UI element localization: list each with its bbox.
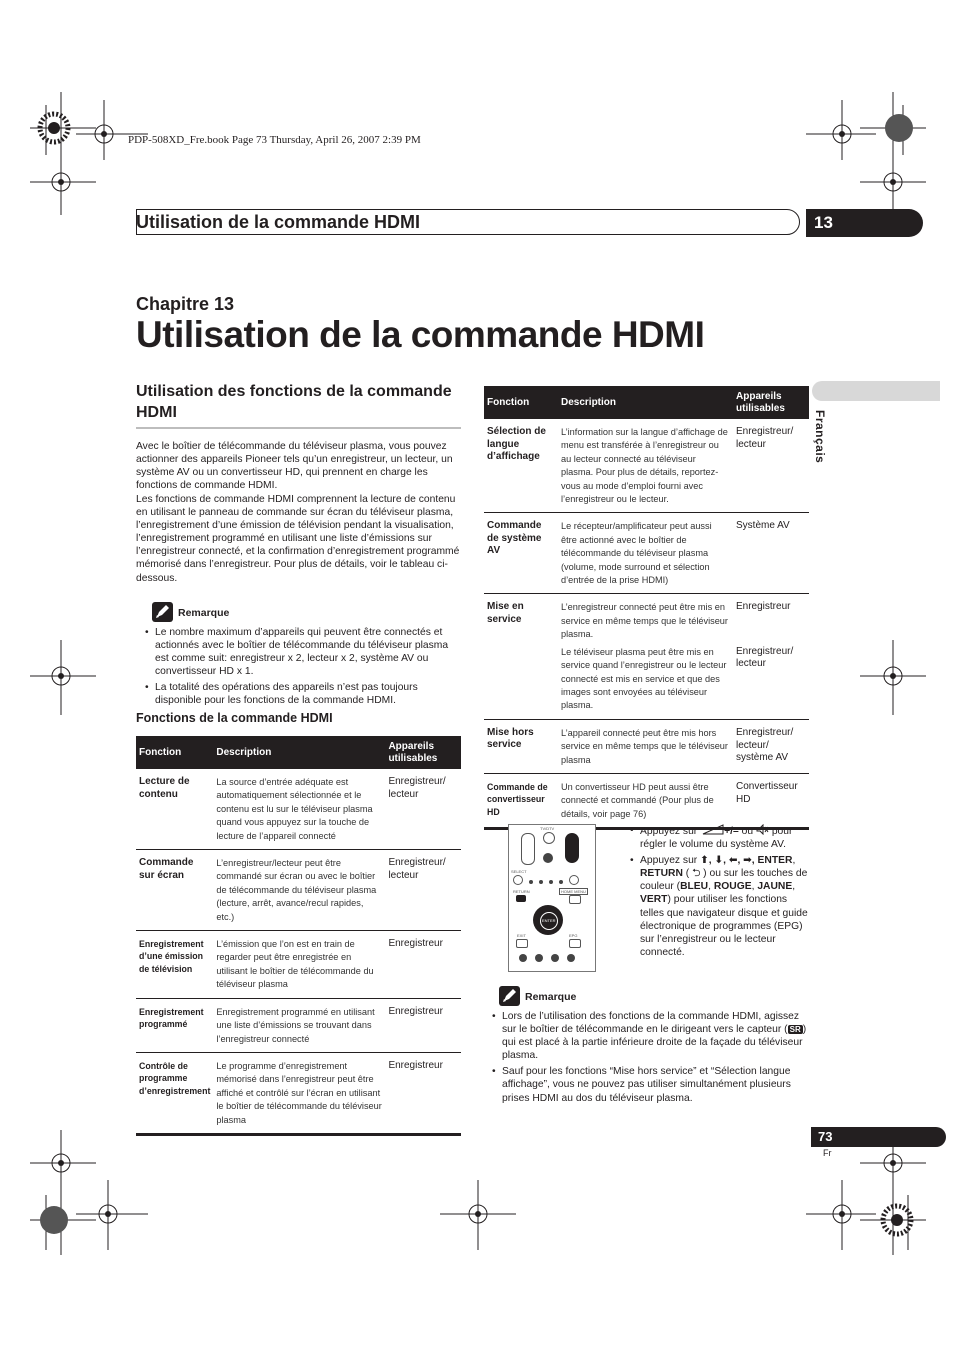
functions-table-right <box>484 386 809 830</box>
table-row: Mise en service L’enregistreur connecté peut être mis en service en même temps que le téléviseur plasma. Enregistreur <box>484 594 809 644</box>
table-row: Commande sur écran L’enregistreur/lecteur peut être commandé sur écran ou avec le boîtier de télécommande du téléviseur plasma (lecture, arrêt, avance/recul rapides, etc.) Enregistreur/ lecteur <box>136 850 461 931</box>
remote-label-tvdtv: TV/DTV <box>540 826 555 831</box>
col-header-appareils: Appareils utilisables <box>385 736 461 769</box>
note-list <box>492 1010 810 1108</box>
table-row-continued: Le téléviseur plasma peut être mis en service quand l’enregistreur ou le lecteur connecté est mis en service et que des images sont envoyées au téléviseur plasma. Enregistreur/ lecteur <box>484 644 809 720</box>
col-header-fonction: Fonction <box>484 386 558 419</box>
note-item: • Le nombre maximum d’appareils qui peuvent être connectés et actionnés avec le boîtier de télécommande du téléviseur plasma est comme suit: enregistreur x 2, lecteur x 2, système AV ou convertisseur HD x 1. <box>145 626 463 678</box>
section-title: Utilisation des fonctions de la commande HDMI <box>136 381 461 429</box>
remote-label-exit: EXIT <box>517 933 526 938</box>
col-header-description: Description <box>558 386 733 419</box>
language-tab <box>812 381 940 401</box>
remote-note-navigation: • Appuyez sur ⬆, ⬇, ⬅, ➡, ENTER, RETURN ( ⮌ ) ou sur les touches de couleur (BLEU, ROUGE, JAUNE, VERT) pour utiliser les fonctions telles que navigateur disque et guide électronique de programmes (EPG) sur l’enregistreur ou le lecteur connecté. <box>630 854 810 959</box>
remote-notes-list <box>630 824 810 962</box>
table-row: Enregistrement programmé Enregistrement programmé en utilisant une liste d’émissions se trouvant dans l’enregistreur connecté Enregistreur <box>136 998 461 1052</box>
remote-label-home-menu: HOME MENU <box>561 889 586 894</box>
col-header-fonction: Fonction <box>136 736 213 769</box>
remote-label-enter: ENTER <box>542 918 556 923</box>
chapter-label: Chapitre 13 <box>136 294 235 314</box>
chapter-title: Utilisation de la commande HDMI <box>136 314 705 355</box>
file-info: PDP-508XD_Fre.book Page 73 Thursday, April 26, 2007 2:39 PM <box>128 134 421 146</box>
remote-note-volume: • Appuyez sur +/– ou pour régler le volume du système AV. <box>630 824 810 851</box>
note-list <box>145 626 463 711</box>
table-row: Enregistrement d’une émission de télévision L’émission que l’on est en train de regarder peut être enregistrée en utilisant le boîtier de télécommande du téléviseur plasma Enregistreur <box>136 931 461 999</box>
table-row: Mise hors service L’appareil connecté peut être mis hors service en même temps que le téléviseur plasma Enregistreur/ lecteur/ système AV <box>484 719 809 773</box>
table-row: Sélection de langue d’affichage L’information sur la langue d’affichage de menu est transférée à l’enregistreur ou au lecteur connecté au téléviseur plasma. Pour plus de détails, reportez-vous au mode d’emploi fourni avec l’enregistreur ou le lecteur. Enregistreur/ lecteur <box>484 419 809 513</box>
remote-label-epg: EPG <box>569 933 578 938</box>
chapter-number-badge: 13 <box>806 209 923 237</box>
note-item: • Lors de l’utilisation des fonctions de la commande HDMI, agissez sur le boîtier de télécommande en le dirigeant vers le capteur ( SR ) qui est placé à la partie inférieure droite de la façade du téléviseur plasma. <box>492 1010 810 1062</box>
note-icon <box>499 986 520 1006</box>
functions-table-left <box>136 736 461 1136</box>
note-item: • Sauf pour les fonctions “Mise hors service” et “Sélection langue affichage”, vous ne pouvez pas utiliser simultanément plusieurs prises HDMI au dos du téléviseur plasma. <box>492 1065 810 1104</box>
remote-control-illustration: TV/DTV SELECT RETURN HOME MENU ENTER EXIT EPG <box>508 824 596 972</box>
table-row: Commande de système AV Le récepteur/amplificateur peut aussi être actionné avec le boîtier de télécommande du téléviseur plasma (volume, mode surround et sélection d’entrée de la prise HDMI) Système AV <box>484 513 809 594</box>
subsection-title: Fonctions de la commande HDMI <box>136 711 333 725</box>
page-number: 73 <box>811 1127 946 1147</box>
note-icon <box>152 602 173 622</box>
sr-sensor-icon: SR <box>789 1025 801 1035</box>
note-item: • La totalité des opérations des appareils n’est pas toujours disponible pour les fonctions de la commande HDMI. <box>145 681 463 707</box>
note-label: Remarque <box>178 607 230 619</box>
note-label: Remarque <box>525 991 577 1003</box>
remote-label-return: RETURN <box>513 889 530 894</box>
intro-paragraph-2: Les fonctions de commande HDMI comprennent la lecture de contenu en utilisant le panneau de commande sur écran du téléviseur plasma, l’enregistrement d’une émission de télévision pendant la visualisation, l’enregistrement programmé en utilisant une liste d’émissions sur l’enregistreur connecté, et la confirmation d’enregistrement programmé mémorisé dans l’enregistreur. Pour plus de détails, voir le tableau ci-dessous. <box>136 494 460 584</box>
mute-icon <box>756 824 769 835</box>
volume-icon <box>702 824 724 835</box>
language-label: Français <box>813 410 827 464</box>
table-row: Lecture de contenu La source d’entrée adéquate est automatiquement sélectionnée et le contenu est lu sur le téléviseur plasma quand vous appuyez sur la touche de lecture de l’appareil connecté Enregistreur/ lecteur <box>136 769 461 850</box>
table-row: Contrôle de programme d’enregistrement Le programme d’enregistrement mémorisé dans l’enregistreur peut être affiché et contrôlé sur l’écran en utilisant le boîtier de télécommande du téléviseur plasma Enregistreur <box>136 1052 461 1134</box>
arrow-keys-icon: ⬆, ⬇, ⬅, ➡, <box>700 855 755 867</box>
page-language: Fr <box>823 1148 832 1158</box>
table-row: Commande de convertisseur HD Un convertisseur HD peut aussi être connecté et commandé (Pour plus de détails, voir page 76) Convertisseur HD <box>484 773 809 828</box>
header-title: Utilisation de la commande HDMI <box>136 212 421 232</box>
intro-paragraph-1: Avec le boîtier de télécommande du téléviseur plasma, vous pouvez actionner des appareils Pioneer tels qu’un enregistreur, un lecteur, un système AV ou un convertisseur HD, qui prennent en charge les fonctions de commande HDMI. <box>136 441 453 492</box>
col-header-appareils: Appareils utilisables <box>733 386 809 419</box>
col-header-description: Description <box>213 736 385 769</box>
